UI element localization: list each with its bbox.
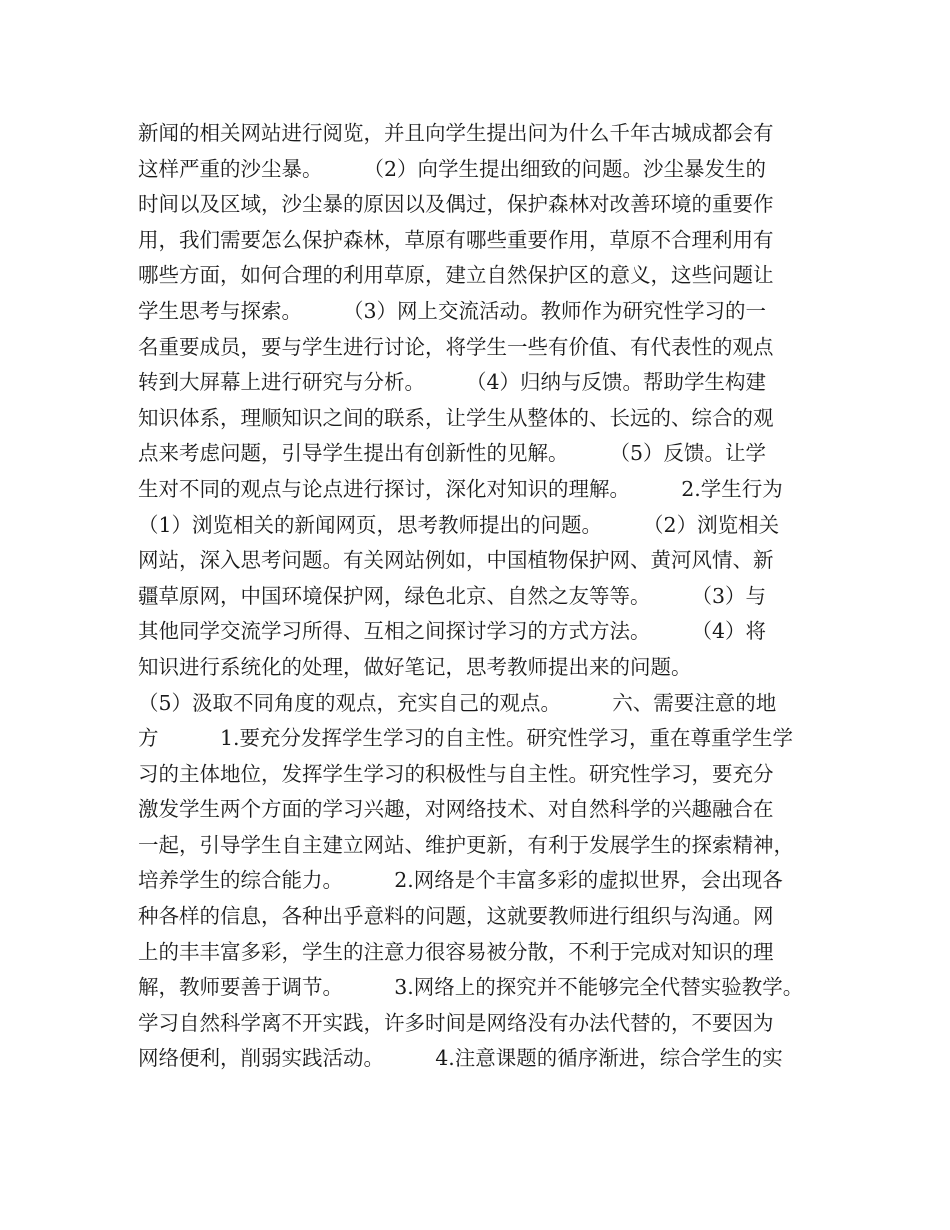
text-line: 解，教师要善于调节。 3.网络上的探究并不能够完全代替实验教学。: [138, 975, 804, 1000]
text-line: 学生思考与探索。 （3）网上交流活动。教师作为研究性学习的一: [138, 298, 767, 323]
text-line: 培养学生的综合能力。 2.网络是个丰富多彩的虚拟世界，会出现各: [138, 868, 783, 893]
text-line: 新闻的相关网站进行阅览，并且向学生提出问为什么千年古城成都会有: [138, 121, 774, 145]
text-line: 知识体系，理顺知识之间的联系，让学生从整体的、长远的、综合的观: [138, 405, 774, 430]
text-line: 学习自然科学离不开实践，许多时间是网络没有办法代替的，不要因为: [138, 1010, 774, 1035]
text-line: 习的主体地位，发挥学生学习的积极性与自主性。研究性学习，要充分: [138, 761, 774, 786]
text-line: 这样严重的沙尘暴。 （2）向学生提出细致的问题。沙尘暴发生的: [138, 156, 767, 181]
text-line: 疆草原网，中国环境保护网，绿色北京、自然之友等等。 （3）与: [138, 583, 767, 608]
text-line: 点来考虑问题，引导学生提出有创新性的见解。 （5）反馈。让学: [138, 441, 767, 466]
text-line: 网站，深入思考问题。有关网站例如，中国植物保护网、黄河风情、新: [138, 548, 774, 573]
text-line: 生对不同的观点与论点进行探讨，深化对知识的理解。 2.学生行为: [138, 476, 783, 501]
text-line: 时间以及区域，沙尘暴的原因以及偶过，保护森林对改善环境的重要作: [138, 192, 774, 217]
text-line: 用，我们需要怎么保护森林，草原有哪些重要作用，草原不合理利用有: [138, 227, 774, 252]
text-line: 转到大屏幕上进行研究与分析。 （4）归纳与反馈。帮助学生构建: [138, 370, 767, 395]
text-line: 网络便利，削弱实践活动。 4.注意课题的循序渐进，综合学生的实: [138, 1046, 783, 1071]
text-line: 方 1.要充分发挥学生学习的自主性。研究性学习，重在尊重学生学: [138, 726, 794, 751]
text-line: （1）浏览相关的新闻网页，思考教师提出的问题。 （2）浏览相关: [138, 512, 780, 537]
text-line: 上的丰丰富多彩，学生的注意力很容易被分散，不利于完成对知识的理: [138, 939, 774, 964]
text-line: （5）汲取不同角度的观点，充实自己的观点。 六、需要注意的地: [138, 690, 777, 715]
text-line: 知识进行系统化的处理，做好笔记，思考教师提出来的问题。: [138, 654, 692, 679]
text-line: 哪些方面，如何合理的利用草原，建立自然保护区的意义，这些问题让: [138, 263, 774, 288]
text-line: 激发学生两个方面的学习兴趣，对网络技术、对自然科学的兴趣融合在: [138, 797, 774, 822]
text-line: 其他同学交流学习所得、互相之间探讨学习的方式方法。 （4）将: [138, 619, 767, 644]
text-line: 种各样的信息，各种出乎意料的问题，这就要教师进行组织与沟通。网: [138, 904, 774, 929]
text-line: 一起，引导学生自主建立网站、维护更新，有利于发展学生的探索精神，: [138, 832, 794, 857]
text-line: 名重要成员，要与学生进行讨论，将学生一些有价值、有代表性的观点: [138, 334, 774, 359]
body-text: [138, 116, 818, 1077]
